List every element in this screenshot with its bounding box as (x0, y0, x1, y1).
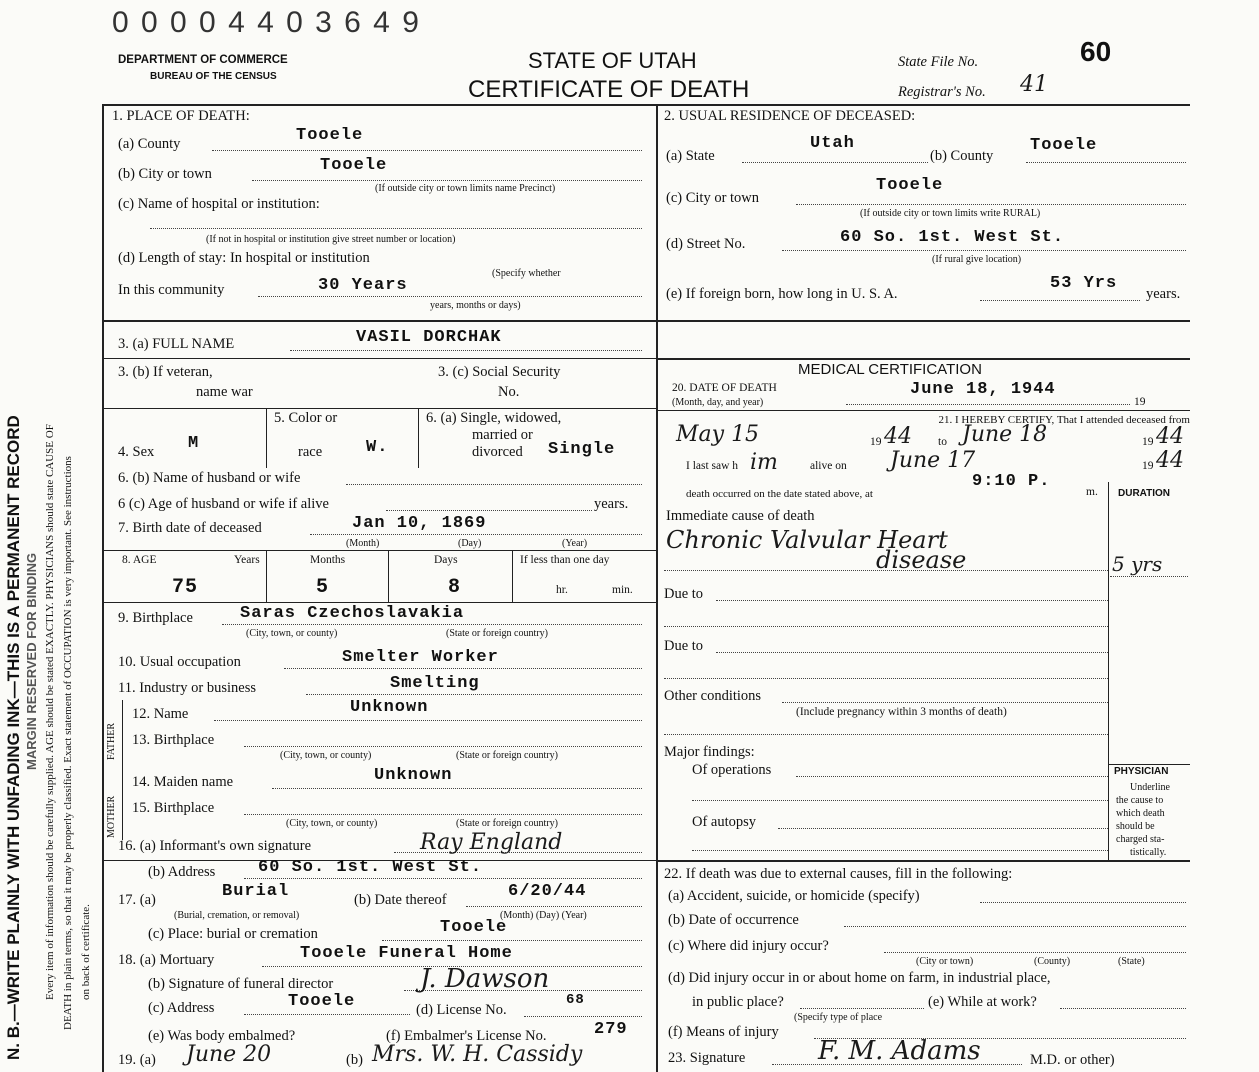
industry-value: Smelting (390, 674, 480, 693)
certificate-title: CERTIFICATE OF DEATH (468, 76, 750, 103)
years-label: Years (234, 554, 260, 566)
death-city-note: (If outside city or town limits name Precinct) (375, 183, 556, 194)
year-note: (Year) (562, 538, 588, 549)
line19-value: June 20 (186, 1042, 272, 1067)
city-town-note: (City or town) (916, 956, 974, 967)
hospital-label: (c) Name of hospital or institution: (118, 196, 320, 212)
death-county-label: (a) County (118, 136, 181, 152)
mother-maiden-label: 14. Maiden name (132, 774, 234, 790)
mother-side-label: MOTHER (106, 795, 117, 838)
street-label: (d) Street No. (666, 236, 746, 252)
to-year: 44 (1156, 424, 1184, 449)
major-findings-label: Major findings: (664, 744, 755, 760)
accident-label: (a) Accident, suicide, or homicide (specify) (668, 888, 920, 904)
alive-year: 44 (1156, 448, 1184, 473)
age-spouse-unit: years. (594, 496, 629, 512)
community-label: In this community (118, 282, 225, 298)
less-than-day-label: If less than one day (520, 554, 610, 566)
sex-label: 4. Sex (118, 444, 155, 460)
sex-value: M (188, 434, 200, 453)
m-label: m. (1086, 486, 1098, 498)
state-file-label: State File No. (898, 54, 979, 70)
public-place-label: in public place? (692, 994, 784, 1010)
physician-note-1: Underline (1130, 782, 1170, 793)
state-foreign-note-1: (State or foreign country) (446, 628, 548, 639)
age-years-value: 75 (172, 576, 199, 599)
date-death-note: (Month, day, and year) (672, 397, 764, 408)
margin-instructions-3: on back of certificate. (80, 904, 92, 1000)
duration-label: DURATION (1118, 488, 1171, 499)
age-days-value: 8 (448, 576, 462, 599)
other-conditions-label: Other conditions (664, 688, 762, 704)
margin-instructions-2: DEATH in plain terms, so that it may be properly classified. Exact statement of OCCUPATION is very important. See instructions (62, 456, 74, 1030)
city-county-note-3: (City, town, or county) (286, 818, 378, 829)
department-label: DEPARTMENT OF COMMERCE (118, 54, 288, 66)
res-county-label: (b) County (930, 148, 994, 164)
burial-date-note: (Month) (Day) (Year) (500, 910, 587, 921)
line19-label: 19. (a) (118, 1052, 156, 1068)
last-saw-label: I last saw h (686, 460, 739, 472)
signature-label: 23. Signature (668, 1050, 746, 1066)
res-state-value: Utah (810, 134, 855, 153)
ymd-note: years, months or days) (430, 300, 521, 311)
immediate-cause-value: Chronic Valvular Heart (666, 526, 948, 554)
registrar-label: Registrar's No. (898, 84, 986, 100)
mortuary-address-label: (c) Address (148, 1000, 215, 1016)
state-file-value: 60 (1080, 36, 1112, 67)
injury-where-label: (c) Where did injury occur? (668, 938, 829, 954)
alive-value: June 17 (890, 448, 976, 473)
industry-label: 11. Industry or business (118, 680, 257, 696)
months-label: Months (310, 554, 346, 566)
autopsy-label: Of autopsy (692, 814, 757, 830)
veteran-label-2: name war (196, 384, 253, 400)
external-heading: 22. If death was due to external causes, fill in the following: (664, 866, 1013, 882)
foreign-label: (e) If foreign born, how long in U. S. A. (666, 286, 898, 302)
occurred-value: 9:10 P. (972, 472, 1051, 491)
medical-heading: MEDICAL CERTIFICATION (798, 361, 982, 378)
certify-text: 21. I HEREBY CERTIFY, That I attended deceased from (938, 414, 1190, 426)
license-value: 68 (566, 992, 585, 1008)
ss-label: 3. (c) Social Security (438, 364, 561, 380)
hospital-note: (If not in hospital or institution give street number or location) (206, 234, 456, 245)
to-19: 19 (1142, 436, 1154, 448)
margin-binding-note: MARGIN RESERVED FOR BINDING (24, 552, 39, 770)
due-to-label-2: Due to (664, 638, 704, 654)
mortuary-address-value: Tooele (288, 992, 356, 1011)
mortuary-value: Tooele Funeral Home (300, 944, 513, 963)
birthdate-label: 7. Birth date of deceased (118, 520, 262, 536)
mother-birth-label: 15. Birthplace (132, 800, 215, 816)
city-county-note-1: (City, town, or county) (246, 628, 338, 639)
mother-maiden-value: Unknown (374, 766, 453, 785)
bureau-label: BUREAU OF THE CENSUS (150, 71, 277, 82)
informant-sig-value: Ray England (420, 830, 563, 855)
md-label: M.D. or other) (1030, 1052, 1115, 1068)
physician-note-6: tistically. (1130, 847, 1167, 858)
father-side-label: FATHER (106, 722, 117, 760)
burial-label: 17. (a) (118, 892, 156, 908)
marital-label: 6. (a) Single, widowed, (426, 410, 562, 426)
father-name-label: 12. Name (132, 706, 189, 722)
death-county-value: Tooele (296, 126, 364, 145)
foreign-unit: years. (1146, 286, 1181, 302)
veteran-label: 3. (b) If veteran, (118, 364, 213, 380)
race-label: race (298, 444, 323, 460)
informant-address-label: (b) Address (148, 864, 216, 880)
physician-note-2: the cause to (1116, 795, 1164, 806)
burial-value: Burial (222, 882, 290, 901)
res-county-value: Tooele (1030, 136, 1098, 155)
month-note: (Month) (346, 538, 380, 549)
min-label: min. (612, 584, 633, 596)
death-city-label: (b) City or town (118, 166, 212, 182)
place-of-death-heading: 1. PLACE OF DEATH: (112, 108, 250, 124)
occupation-value: Smelter Worker (342, 648, 499, 667)
immediate-cause-label: Immediate cause of death (666, 508, 815, 524)
physician-note-3: which death (1116, 808, 1165, 819)
burial-date-label: (b) Date thereof (354, 892, 447, 908)
state-foreign-note-2: (State or foreign country) (456, 750, 558, 761)
other-conditions-note: (Include pregnancy within 3 months of death) (796, 706, 1007, 718)
date-death-value: June 18, 1944 (910, 380, 1056, 399)
line19b-label: (b) (346, 1052, 363, 1068)
state-foreign-note-3: (State or foreign country) (456, 818, 558, 829)
license-label: (d) License No. (416, 1002, 507, 1018)
informant-sig-label: 16. (a) Informant's own signature (118, 838, 312, 854)
registrar-value: 41 (1020, 72, 1048, 97)
father-birth-label: 13. Birthplace (132, 732, 215, 748)
city-county-note-2: (City, town, or county) (280, 750, 372, 761)
ss-label-2: No. (498, 384, 520, 400)
age-spouse-label: 6 (c) Age of husband or wife if alive (118, 496, 329, 512)
day-note: (Day) (458, 538, 482, 549)
burial-place-label: (c) Place: burial or cremation (148, 926, 318, 942)
community-value: 30 Years (318, 276, 408, 295)
mortuary-label: 18. (a) Mortuary (118, 952, 215, 968)
line19b-value: Mrs. W. H. Cassidy (372, 1042, 583, 1067)
res-state-label: (a) State (666, 148, 715, 164)
last-saw-value: im (750, 450, 778, 475)
street-value: 60 So. 1st. West St. (840, 228, 1065, 247)
color-label: 5. Color or (274, 410, 338, 426)
death-city-value: Tooele (320, 156, 388, 175)
birthplace-value: Saras Czechoslavakia (240, 604, 465, 623)
operations-label: Of operations (692, 762, 772, 778)
due-to-label-1: Due to (664, 586, 704, 602)
embalmer-license-label: (f) Embalmer's License No. (386, 1028, 547, 1044)
alive-label: alive on (810, 460, 847, 472)
date-death-label: 20. DATE OF DEATH (672, 382, 777, 394)
attended-to-value: June 18 (962, 422, 1048, 447)
marital-label-2: married or (472, 427, 533, 443)
physician-signature: F. M. Adams (818, 1036, 981, 1066)
embalmed-label: (e) Was body embalmed? (148, 1028, 296, 1044)
birthdate-value: Jan 10, 1869 (352, 514, 487, 533)
marital-label-3: divorced (472, 444, 523, 460)
date-death-19: 19 (1134, 396, 1146, 408)
specify-note: (Specify whether (492, 268, 561, 279)
state-title: STATE OF UTAH (528, 48, 697, 73)
embalmer-license-value: 279 (594, 1020, 628, 1039)
margin-instructions-1: Every item of information should be carefully supplied. AGE should be stated EXACTLY. PHYSICIANS should state CAUSE OF (44, 424, 56, 1000)
duration-value: 5 yrs (1112, 552, 1163, 576)
state-note: (State) (1118, 956, 1145, 967)
foreign-value: 53 Yrs (1050, 274, 1118, 293)
physician-label: PHYSICIAN (1114, 766, 1169, 777)
occurred-label: death occurred on the date stated above, at (686, 488, 873, 500)
from-year: 44 (884, 424, 912, 449)
specify-place-note: (Specify type of place (794, 1012, 883, 1023)
res-city-note: (If outside city or town limits write RURAL) (860, 208, 1041, 219)
margin-warning: N. B.—WRITE PLAINLY WITH UNFADING INK—THIS IS A PERMANENT RECORD (4, 415, 23, 1060)
to-label: to (938, 436, 947, 448)
serial-number: 0 0 0 0 4 4 0 3 6 4 9 (112, 6, 421, 39)
occupation-label: 10. Usual occupation (118, 654, 241, 670)
informant-address-value: 60 So. 1st. West St. (258, 858, 483, 877)
physician-note-4: should be (1116, 821, 1155, 832)
burial-place-value: Tooele (440, 918, 508, 937)
marital-value: Single (548, 440, 616, 459)
burial-note: (Burial, cremation, or removal) (174, 910, 300, 921)
burial-date-value: 6/20/44 (508, 882, 587, 901)
director-signature: J. Dawson (420, 964, 550, 994)
street-note: (If rural give location) (932, 254, 1022, 265)
physician-note-5: charged sta- (1116, 834, 1165, 845)
attended-from-value: May 15 (676, 422, 760, 447)
residence-heading: 2. USUAL RESIDENCE OF DECEASED: (664, 108, 916, 124)
from-19: 19 (870, 436, 882, 448)
fullname-label: 3. (a) FULL NAME (118, 336, 235, 352)
director-label: (b) Signature of funeral director (148, 976, 334, 992)
hr-label: hr. (556, 584, 568, 596)
occurrence-label: (b) Date of occurrence (668, 912, 799, 928)
age-months-value: 5 (316, 576, 330, 599)
stay-label: (d) Length of stay: In hospital or institution (118, 250, 370, 266)
res-city-value: Tooele (876, 176, 944, 195)
means-label: (f) Means of injury (668, 1024, 779, 1040)
days-label: Days (434, 554, 458, 566)
immediate-cause-value-2: disease (876, 546, 967, 574)
res-city-label: (c) City or town (666, 190, 760, 206)
county-note: (County) (1034, 956, 1071, 967)
race-value: W. (366, 438, 389, 457)
fullname-value: VASIL DORCHAK (356, 328, 502, 347)
alive-19: 19 (1142, 460, 1154, 472)
father-name-value: Unknown (350, 698, 429, 717)
at-work-label: (e) While at work? (928, 994, 1037, 1010)
husband-label: 6. (b) Name of husband or wife (118, 470, 301, 486)
birthplace-label: 9. Birthplace (118, 610, 193, 626)
injury-home-label: (d) Did injury occur in or about home on farm, in industrial place, (668, 970, 1051, 986)
age-label: 8. AGE (122, 554, 157, 566)
